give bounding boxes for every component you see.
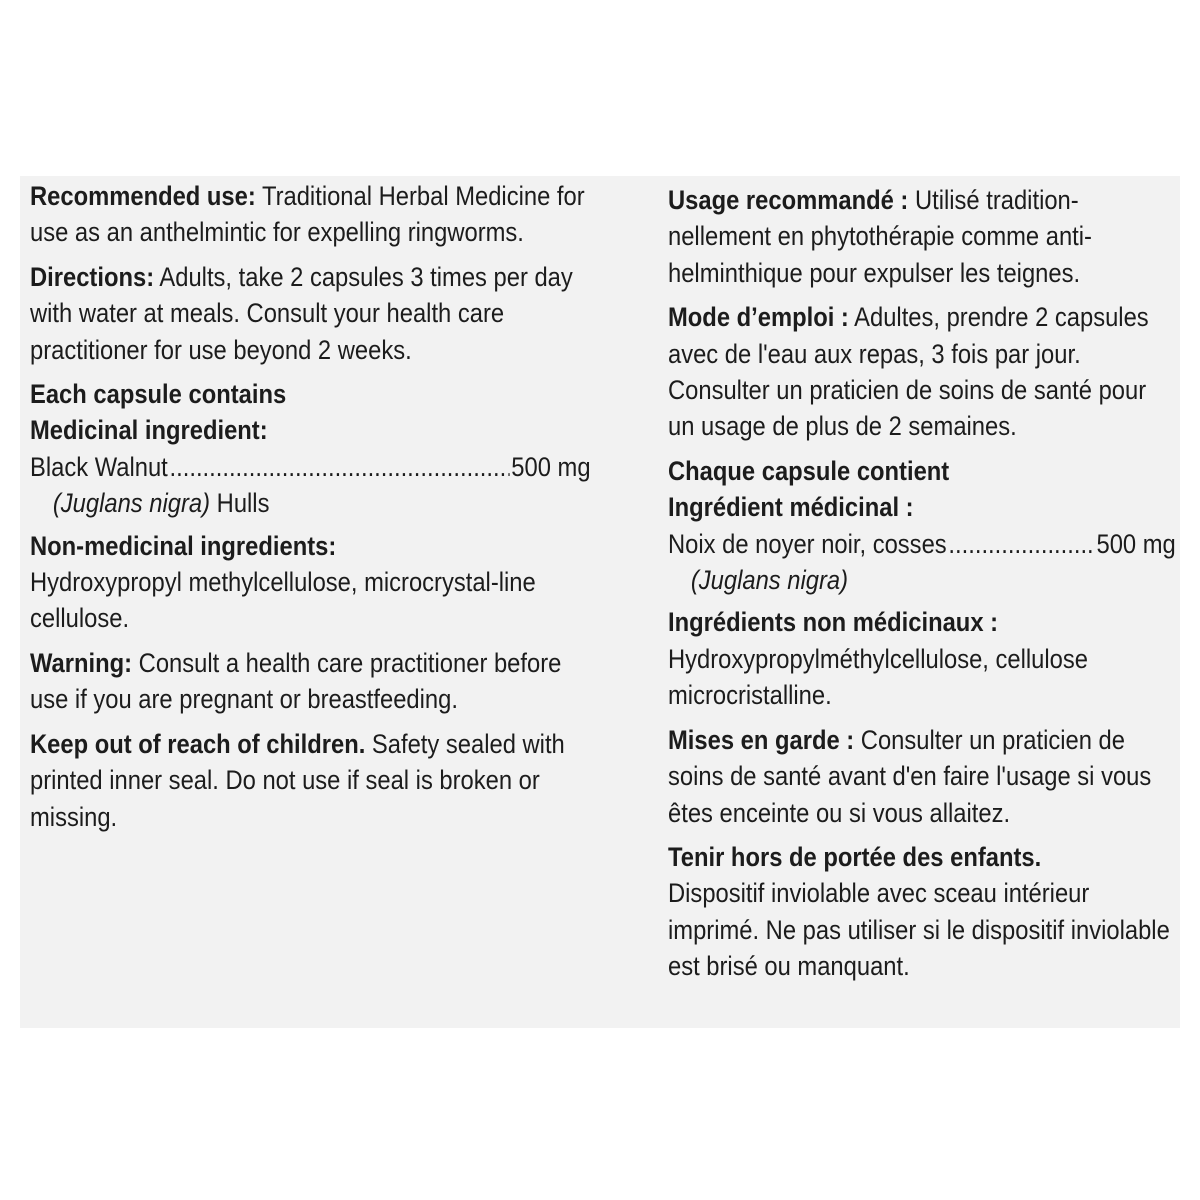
french-column — [668, 182, 1176, 993]
usage-recommande-section — [668, 182, 1176, 291]
ingredient-line-fr — [668, 526, 1176, 562]
tenir-hors-label: Tenir hors de portée des enfants. — [668, 841, 1042, 872]
ingredient-line — [30, 449, 591, 485]
mises-en-garde-text: Consulter un praticien de soins de santé avant d'en faire l'usage si vous êtes enceinte ou si vous allaitez. — [668, 724, 1152, 828]
latin-name: (Juglans nigra) — [52, 488, 211, 519]
non-medicinaux-text: Hydroxypropylméthylcellulose, cellulose microcristalline. — [668, 643, 1088, 711]
recommended-use-label: Recommended use: — [30, 181, 256, 211]
contents-heading: Each capsule contains — [30, 379, 287, 410]
mises-en-garde-section — [668, 722, 1176, 831]
tenir-hors-section — [668, 839, 1176, 985]
warning-label: Warning: — [30, 647, 133, 678]
medicinal-ingredient-heading: Medicinal ingredient: — [30, 415, 268, 446]
non-medicinaux-label: Ingrédients non médicinaux : — [668, 607, 999, 638]
ingredient-part: Hulls — [216, 488, 270, 519]
recommended-use-section — [30, 178, 591, 251]
directions-text: Adults, take 2 capsules 3 times per day with water at meals. Consult your health care practitioner for use beyond 2 weeks. — [30, 261, 573, 365]
dot-leader — [170, 449, 510, 485]
non-medicinal-section — [30, 528, 591, 637]
recommended-use-text: Traditional Herbal Medicine for use as an anthelmintic for expelling ringworms. — [30, 181, 585, 248]
non-medicinaux-section — [668, 604, 1176, 713]
latin-name-fr: (Juglans nigra) — [690, 565, 849, 596]
mode-emploi-label: Mode d’emploi : — [668, 302, 849, 333]
ingredient-name-fr: Noix de noyer noir, cosses — [668, 528, 947, 559]
contenu-section — [668, 453, 1176, 599]
usage-recommande-text: Utilisé tradition-nellement en phytothérapie comme anti-helminthique pour expulser les teignes. — [668, 185, 1092, 288]
english-column — [30, 178, 591, 843]
mode-emploi-section — [668, 299, 1176, 445]
warning-section — [30, 645, 591, 718]
mises-en-garde-label: Mises en garde : — [668, 724, 855, 755]
keep-out-text: Safety sealed with printed inner seal. Do not use if seal is broken or missing. — [30, 728, 565, 832]
tenir-hors-text: Dispositif inviolable avec sceau intérieur imprimé. Ne pas utiliser si le dispositif inviolable est brisé ou manquant. — [668, 878, 1170, 982]
mode-emploi-text: Adultes, prendre 2 capsules avec de l'eau aux repas, 3 fois par jour. Consulter un praticien de soins de santé pour un usage de plus de 2 semaines. — [668, 302, 1149, 442]
keep-out-section — [30, 726, 591, 835]
ingredient-name: Black Walnut — [30, 451, 168, 482]
non-medicinal-label: Non-medicinal ingredients: — [30, 530, 337, 561]
dot-leader-fr — [948, 526, 1094, 562]
directions-label: Directions: — [30, 261, 155, 292]
non-medicinal-text: Hydroxypropyl methylcellulose, microcrystal-line cellulose. — [30, 567, 536, 634]
ingredient-amount: 500 mg — [511, 451, 591, 482]
warning-text: Consult a health care practitioner before use if you are pregnant or breastfeeding. — [30, 647, 562, 715]
keep-out-label: Keep out of reach of children. — [30, 728, 366, 759]
label-panel — [20, 176, 1180, 1028]
ingredient-medicinal-heading: Ingrédient médicinal : — [668, 492, 914, 523]
contenu-heading: Chaque capsule contient — [668, 455, 950, 486]
usage-recommande-label: Usage recommandé : — [668, 185, 909, 215]
directions-section — [30, 259, 591, 368]
contents-section — [30, 376, 591, 522]
latin-name-line — [30, 485, 591, 521]
ingredient-amount-fr: 500 mg — [1096, 528, 1176, 559]
